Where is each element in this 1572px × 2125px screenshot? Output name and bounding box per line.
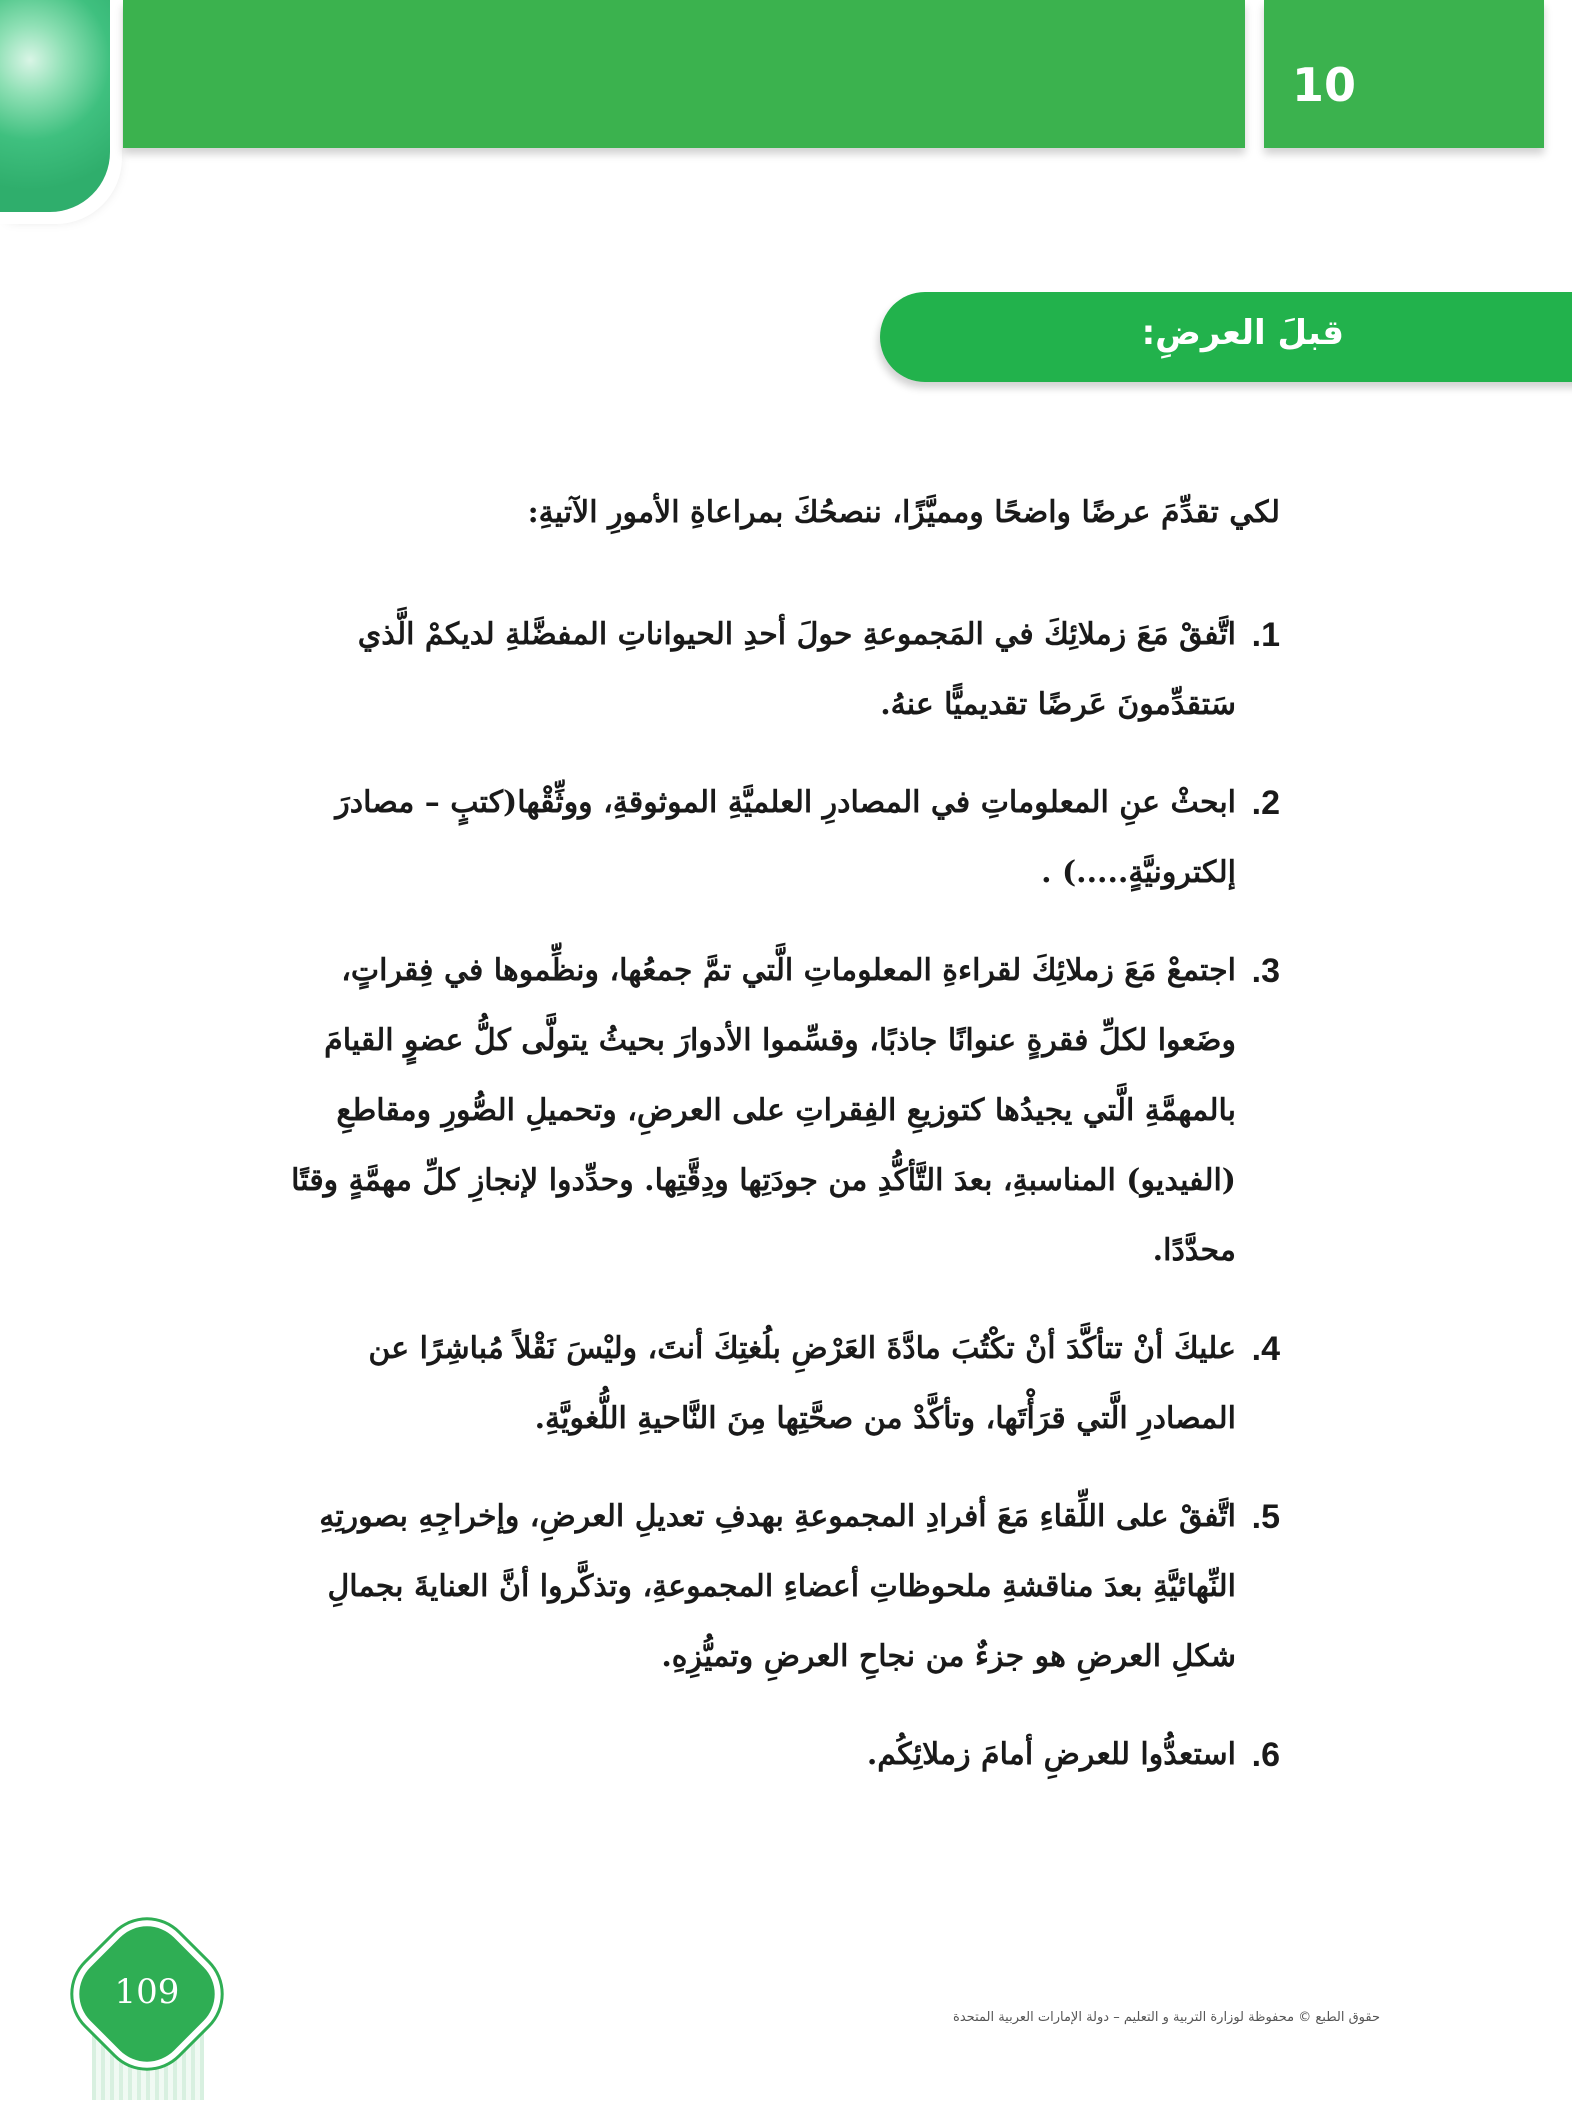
step-text: استعدُّوا للعرضِ أمامَ زملائِكُم. (866, 1737, 1236, 1772)
header-banner (123, 0, 1245, 148)
step-number: 4. (1251, 1330, 1280, 1368)
step-item (290, 768, 1280, 908)
step-text: ابحثْ عنِ المعلوماتِ في المصادرِ العلميَّةِ الموثوقةِ، ووثِّقْها(كتبٍ – مصادرَ إلكترونيَّةٍ.....) . (335, 785, 1236, 890)
step-item (290, 936, 1280, 1286)
step-number: 2. (1251, 784, 1280, 822)
intro-text: لكي تقدِّمَ عرضًا واضحًا ومميَّزًا، ننصحُكَ بمراعاةِ الأمورِ الآتيةِ: (527, 495, 1280, 530)
step-text: اتَّفقْ مَعَ زملائِكَ في المَجموعةِ حولَ أحدِ الحيواناتِ المفضَّلةِ لديكمْ الَّذي سَتقدِّمونَ عَرضًا تقديميًّا عنهُ. (357, 617, 1236, 722)
step-number: 6. (1251, 1736, 1280, 1774)
step-number: 3. (1251, 952, 1280, 990)
page-number: 109 (114, 1972, 180, 2012)
steps-list (290, 600, 1280, 1790)
step-number: 1. (1251, 616, 1280, 654)
section-title: قبلَ العرضِ: (1141, 313, 1344, 353)
chapter-number: 10 (1291, 58, 1356, 112)
step-item (290, 1482, 1280, 1692)
step-text: عليكَ أنْ تتأكَّدَ أنْ تكْتُبَ مادَّةَ العَرْضِ بلُغتِكَ أنتَ، وليْسَ نَقْلاً مُباشِرًا عن المصادرِ الَّتي قرَأْتَها، وتأكَّدْ من صحَّتِها مِنَ النَّاحيةِ اللُّغويَّةِ. (368, 1331, 1236, 1436)
step-number: 5. (1251, 1498, 1280, 1536)
step-text: اتَّفقْ على اللِّقاءِ مَعَ أفرادِ المجموعةِ بهدفِ تعديلِ العرضِ، وإخراجِهِ بصورتِهِ النِّهائيَّةِ بعدَ مناقشةِ ملحوظاتِ أعضاءِ المجموعةِ، وتذكَّروا أنَّ العنايةَ بجمالِ شكلِ العرضِ هو جزءٌ من نجاحِ العرضِ وتميُّزِهِ. (319, 1499, 1236, 1674)
step-item (290, 1720, 1280, 1790)
step-text: اجتمعْ مَعَ زملائِكَ لقراءةِ المعلوماتِ الَّتي تمَّ جمعُها، ونظِّموها في فِقراتٍ، وضَعوا لكلِّ فقرةٍ عنوانًا جاذبًا، وقسِّموا الأدوارَ بحيثُ يتولَّى كلُّ عضوٍ القيامَ بالمهمَّةِ الَّتي يجيدُها كتوزيعِ الفِقراتِ على العرضِ، وتحميلِ الصُّورِ ومقاطعِ (الفيديو) المناسبةِ، بعدَ التَّأكُّدِ من جودَتِها ودِقَّتِها. وحدِّدوا لإنجازِ كلِّ مهمَّةٍ وقتًا محدَّدًا. (291, 953, 1236, 1268)
step-item (290, 1314, 1280, 1454)
instructions-content (290, 478, 1280, 1818)
step-item (290, 600, 1280, 740)
corner-decoration (0, 0, 110, 212)
copyright-notice: حقوق الطبع © محفوظة لوزارة التربية و التعليم – دولة الإمارات العربية المتحدة (953, 2010, 1380, 2025)
